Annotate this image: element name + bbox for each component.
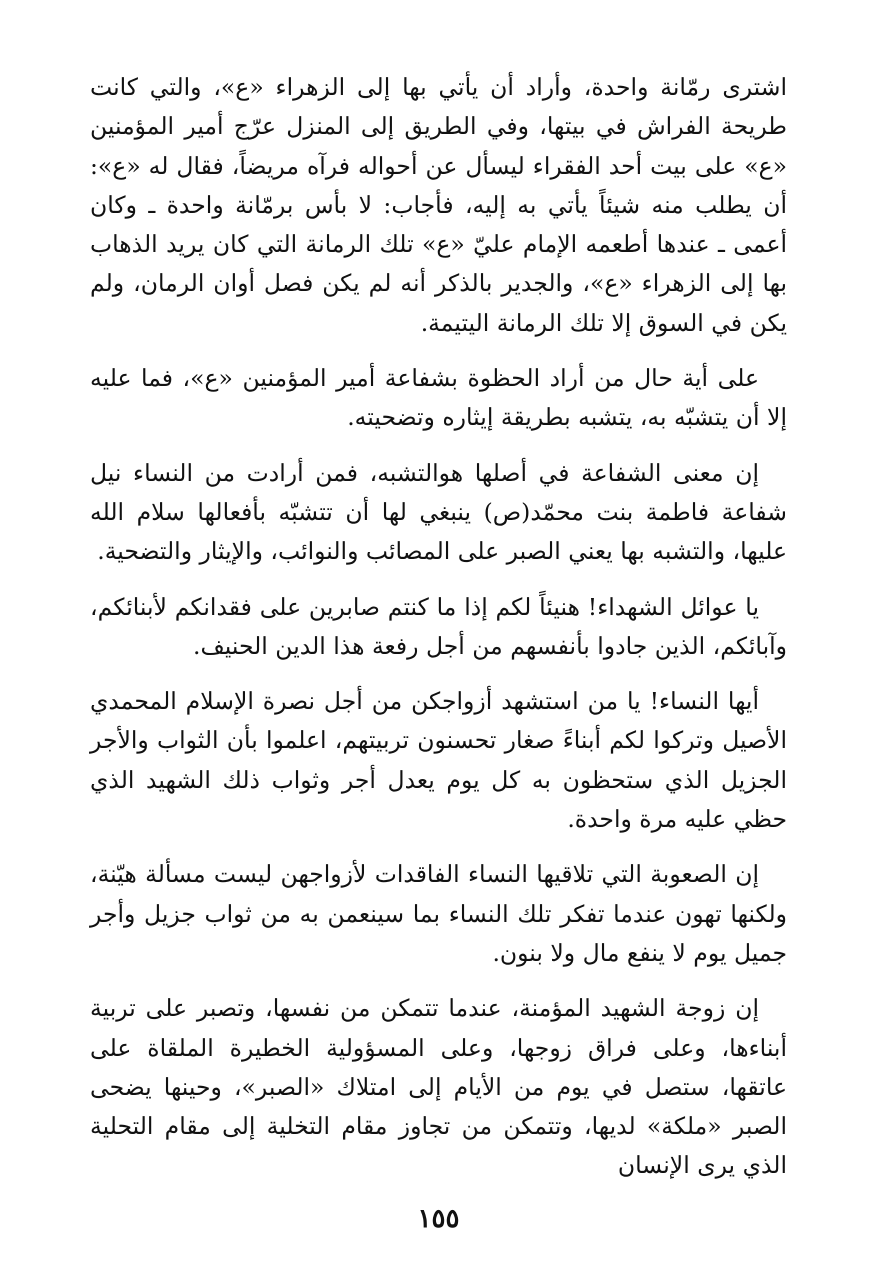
paragraph-3: إن معنى الشفاعة في أصلها هوالتشبه، فمن أرادت من النساء نيل شفاعة فاطمة بنت محمّد(ص) ينبغي لها أن تتشبّه بأفعالها سلام الله عليها، والتشبه بها يعني الصبر على المصائب والنوائب، والإيثار والتضحية. (90, 458, 787, 566)
body-text (90, 68, 787, 1202)
paragraph-4: يا عوائل الشهداء! هنيئاً لكم إذا ما كنتم صابرين على فقدانكم لأبنائكم، وآبائكم، الذين جادوا بأنفسهم من أجل رفعة هذا الدين الحنيف. (90, 592, 787, 660)
paragraph-2: على أية حال من أراد الحظوة بشفاعة أمير المؤمنين «ع»، فما عليه إلا أن يتشبّه به، يتشبه بطريقة إيثاره وتضحيته. (90, 364, 787, 432)
paragraph-6: إن الصعوبة التي تلاقيها النساء الفاقدات لأزواجهن ليست مسألة هيّنة، ولكنها تهون عندما تفكر تلك النساء بما سينعمن به من ثواب جزيل وأجر جميل يوم لا ينفع مال ولا بنون. (90, 860, 787, 967)
page-number: ١٥٥ (417, 1204, 460, 1234)
paragraph-1: اشترى رمّانة واحدة، وأراد أن يأتي بها إلى الزهراء «ع»، والتي كانت طريحة الفراش في بيتها، وفي الطريق إلى المنزل عرّج أمير المؤمنين «ع» على بيت أحد الفقراء ليسأل عن أحواله فرآه مريضاً، فقال له «ع»: أن يطلب منه شيئاً يأتي به إليه، فأجاب: لا بأس برمّانة واحدة ـ وكان أعمى ـ عندها أطعمه الإمام عليّ «ع» تلك الرمانة التي كان يريد الذهاب بها إلى الزهراء «ع»، والجدير بالذكر أنه لم يكن فصل أوان الرمان، ولم يكن في السوق إلا تلك الرمانة اليتيمة. (90, 73, 787, 337)
paragraph-5: أيها النساء! يا من استشهد أزواجكن من أجل نصرة الإسلام المحمدي الأصيل وتركوا لكم أبناءً صغار تحسنون تربيتهم، اعلموا بأن الثواب والأجر الجزيل الذي ستحظون به كل يوم يعدل أجر وثواب ذلك الشهيد الذي حظي عليه مرة واحدة. (90, 687, 787, 834)
paragraph-7: إن زوجة الشهيد المؤمنة، عندما تتمكن من نفسها، وتصبر على تربية أبناءها، وعلى فراق زوجها، وعلى المسؤولية الخطيرة الملقاة على عاتقها، ستصل في يوم من الأيام إلى امتلاك «الصبر»، وحينها يضحى الصبر «ملكة» لديها، وتتمكن من تجاوز مقام التخلية إلى مقام التحلية الذي يرى الإنسان (90, 994, 787, 1180)
